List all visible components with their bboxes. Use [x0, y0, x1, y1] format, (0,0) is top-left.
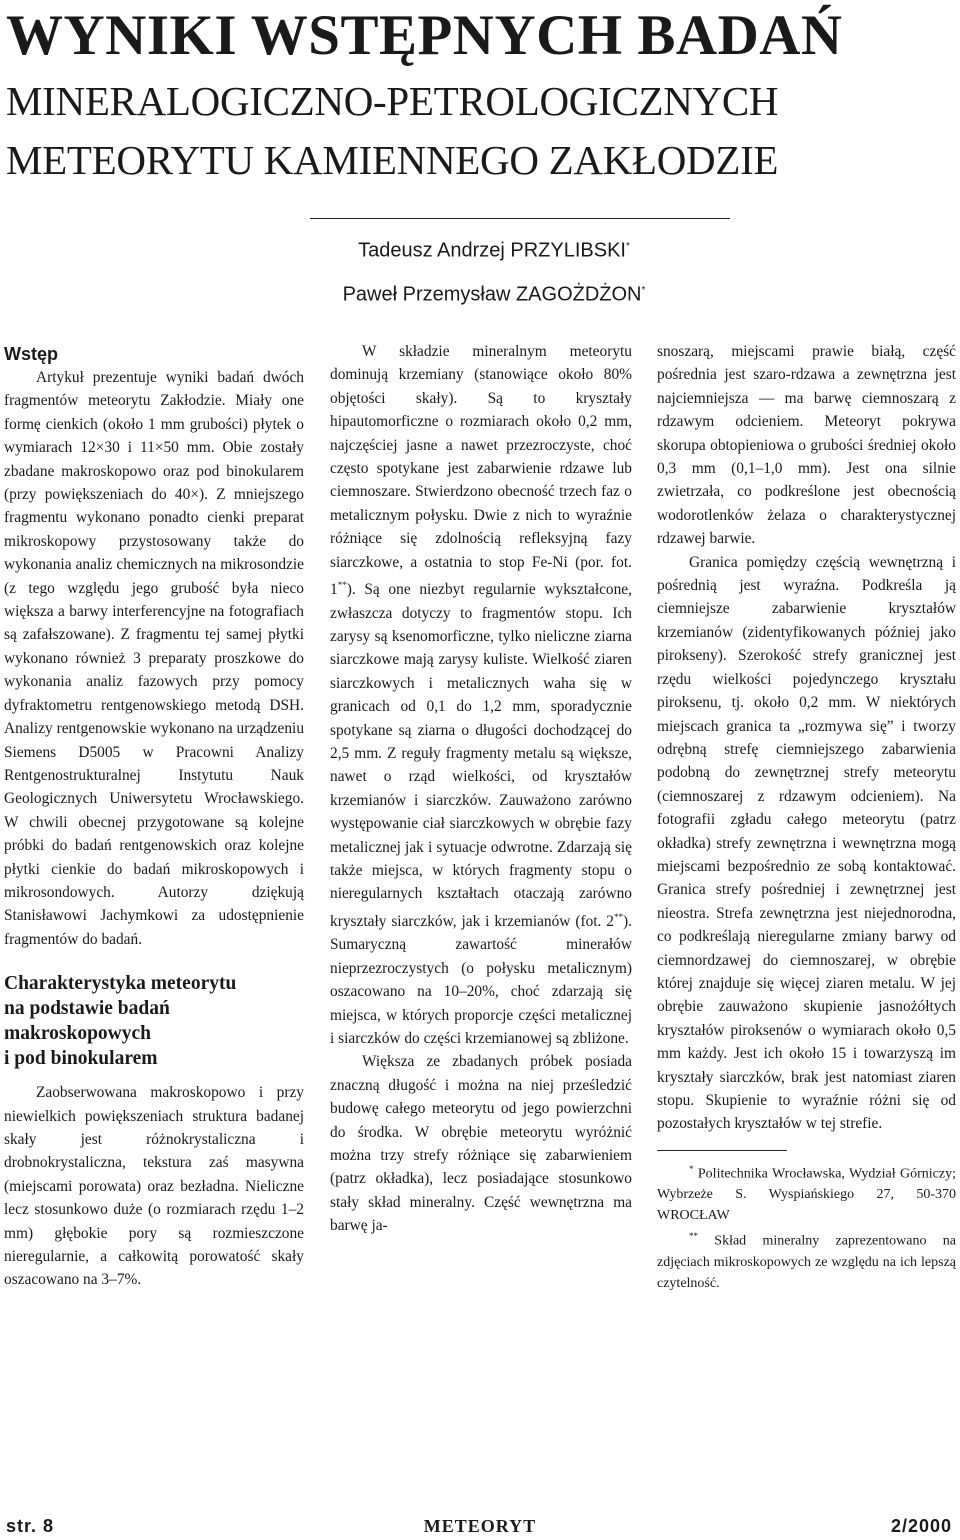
column-1 — [4, 340, 304, 1292]
footnote-divider — [657, 1150, 787, 1151]
section-heading-line-2: na podstawie badań — [4, 998, 170, 1020]
author-1-name: Tadeusz Andrzej PRZYLIBSKI — [358, 239, 626, 262]
title-divider — [310, 218, 730, 219]
article-subtitle-line-2: METEORYTU KAMIENNEGO ZAKŁODZIE — [6, 137, 779, 183]
footnote-1-text: Politechnika Wrocławska, Wydział Górniczy; Wybrzeże S. Wyspiańskiego 27, 50-370 WROCŁAW — [657, 1166, 956, 1224]
zones-paragraph: Większa ze zbadanych próbek posiada znaczną długość i można na niej prześledzić budowę całego meteorytu od jego powierzchni do środka. W obrębie meteorytu wyróżnić można trzy strefy różniące się zabarwieniem (patrz okładka), lecz posiadające stosunkowo stały skład mineralny. Część wewnętrzna ma barwę ja- — [330, 1053, 632, 1235]
boundary-paragraph: Granica pomiędzy częścią wewnętrzną i pośrednią jest wyraźna. Podkreśla ją ciemniejsze zabarwienie kryształów krzemianów (zidentyfikowanych później jako pirokseny). Szerokość strefy granicznej jest rzędu wielkości pojedynczego kryształu piroksenu, tj. około 0,2 mm. W niektórych miejscach granica ta „rozmywa się” i tworzy odrębną strefę ciemniejszego zabarwienia podobną do zewnętrznej strefy meteorytu (ciemnoszarej z rdzawym odcieniem). Na fotografii zgładu całego meteorytu (patrz okładka) strefy zewnętrzna i wewnętrzna mogą miejscami bezpośrednio ze sobą kontaktować. Granica strefy pośredniej i zewnętrznej jest nieostra. Strefa zewnętrzna jest niejednorodna, co podkreślają nieregularne zmiany barwy od ciemnordzawej do ciemnoszarej, w obrębie której znajduje się więcej ziaren metalu. W jej obrębie zauważono skupienie jasnożółtych kryształów piroksenów o wymiarach około 0,5 mm każdy. Jest ich około 15 i towarzyszą im kryształy siarczków, brak jest natomiast ziaren stopu. Skupienie to wyraźnie różni się od pozostałych kryształów w tej strefie. — [657, 553, 956, 1133]
paragraph-part: ). Sumaryczną zawartość minerałów nieprzezroczystych (o połysku metalicznym) oszacowano na 10–20%, choć zdarzają się miejsca, w których proporcje części metalicznej i siarczków do części krzemianowej są zbliżone. — [330, 913, 632, 1048]
author-2-mark: * — [641, 285, 646, 296]
author-1-mark: * — [626, 241, 630, 252]
page-footer — [0, 1512, 960, 1540]
intro-heading: Wstęp — [4, 344, 58, 364]
paragraph-part: W składzie mineralnym meteorytu dominują krzemiany (stanowiące około 80% objętości skały). Są to kryształy hipautomorficzne o rozmiarach około 0,2 mm, najczęściej jasne a nawet przezroczyste, choć często spotykane jest zabarwienie rdzawe lub ciemnoszare. Stwierdzono obecność trzech faz o metalicznym połysku. Dwie z nich to wyraźnie różniące się zdolnością refleksyjną fazy siarczkowe, a ostatnia to stop Fe-Ni (por. fot. 1 — [330, 343, 632, 599]
footnote-ref: ** — [614, 911, 624, 922]
section-heading-line-4: i pod binokularem — [4, 1048, 158, 1070]
footnote-ref: ** — [337, 580, 347, 591]
issue-number: 2/2000 — [890, 1516, 952, 1536]
mineral-composition-paragraph — [330, 340, 632, 1050]
section-heading-line-3: makroskopowych — [4, 1023, 152, 1045]
zone-colors-paragraph: snoszarą, miejscami prawie białą, część pośrednia jest szaro-rdzawa a zewnętrzna jest najciemniejsza — ma barwę ciemnoszarą z rdzawym odcieniem. Meteoryt pokrywa skorupa obtopieniowa o grubości średniej około 0,3 mm (0,1–1,0 mm). Jest ona silnie zwietrzała, co podkreślone jest obecnością wodorotlenków żelaza o charakterystycznej rdzawej barwie. — [657, 343, 956, 548]
author-2 — [14, 279, 960, 307]
footnote-1 — [657, 1159, 956, 1227]
footnote-1-mark: * — [689, 1163, 694, 1174]
article-subtitle-line-1: MINERALOGICZNO-PETROLOGICZNYCH — [6, 78, 779, 124]
page-number: str. 8 — [6, 1516, 55, 1536]
footnote-2 — [657, 1226, 956, 1294]
footnote-2-mark: ** — [689, 1231, 698, 1242]
author-1 — [14, 235, 960, 263]
author-2-name: Paweł Przemysław ZAGOŻDŻON — [342, 283, 642, 306]
journal-name: METEORYT — [423, 1516, 537, 1536]
section-heading — [4, 971, 304, 1071]
section-paragraph: Zaobserwowana makroskopowo i przy niewielkich powiększeniach struktura badanej skały jest różnokrystaliczna i drobnokrystaliczna, tekstura zaś masywna (miejscami porowata) oraz bezładna. Nieliczne lecz stosunkowo duże (o rozmiarach rzędu 1–2 mm) głębokie pory są rozmieszczone nieregularnie, a całkowitą porowatość skały oszacowano na 3–7%. — [4, 1084, 304, 1289]
section-heading-line-1: Charakterystyka meteorytu — [4, 973, 237, 995]
footnote-2-text: Skład mineralny zaprezentowano na zdjęciach mikroskopowych ze względu na ich lepszą czytelność. — [657, 1234, 956, 1292]
column-2 — [330, 340, 632, 1238]
paragraph-part: ). Są one niezbyt regularnie wykształcone, zwłaszcza dotyczy to fragmentów stopu. Ich zarysy są ksenomorficzne, tylko nieliczne ziarna siarczkowe mają zarysy kuliste. Wielkość ziaren siarczkowych i metalicznych waha się w granicach od 0,1 do 1,2 mm, sporadycznie spotykane są ziarna o długości dochodzącej do 2,5 mm. Z reguły fragmenty metalu są większe, nawet o rząd wielkości, od kryształów krzemianów i siarczków. Zauważono zarówno występowanie ciał siarczkowych w obrębie fazy metalicznej jak i sytuacje odwrotne. Zdarzają się także miejsca, w których fragmenty stopu o nieregularnych kształtach otaczają zarówno kryształy siarczków, jak i krzemianów (fot. 2 — [330, 581, 632, 930]
intro-paragraph: Artykuł prezentuje wyniki badań dwóch fragmentów meteorytu Zakłodzie. Miały one formę cienkich (około 1 mm grubości) płytek o wymiarach 12×30 i 11×50 mm. Obie zostały zbadane makroskopowo oraz pod binokularem (przy powiększeniach do 40×). Z mniejszego fragmentu wykonano ponadto cienki preparat mikroskopowy przystosowany także do wykonania analiz chemicznych na mikrosondzie (z tego względu jego grubość była nieco większa a barwy interferencyjne na fotografiach są zafałszowane). Z fragmentu tej samej płytki wykonano również 3 preparaty proszkowe do wykonania analiz fazowych przy pomocy dyfraktometru rentgenowskiego metodą DSH. Analizy rentgenowskie wykonano na urządzeniu Siemens D5005 w Pracowni Analizy Rentgenostrukturalnej Instytutu Nauk Geologicznych Uniwersytetu Wrocławskiego. W chwili obecnej przygotowane są kolejne próbki do badań rentgenowskich oraz kolejne płytki cienkie do badań mikroskopowych i mikrosondowych. Autorzy dziękują Stanisławowi Jachymkowi za udostępnienie fragmentów do badań. — [4, 369, 305, 948]
article-title: WYNIKI WSTĘPNYCH BADAŃ — [6, 4, 843, 67]
column-3 — [657, 340, 956, 1294]
